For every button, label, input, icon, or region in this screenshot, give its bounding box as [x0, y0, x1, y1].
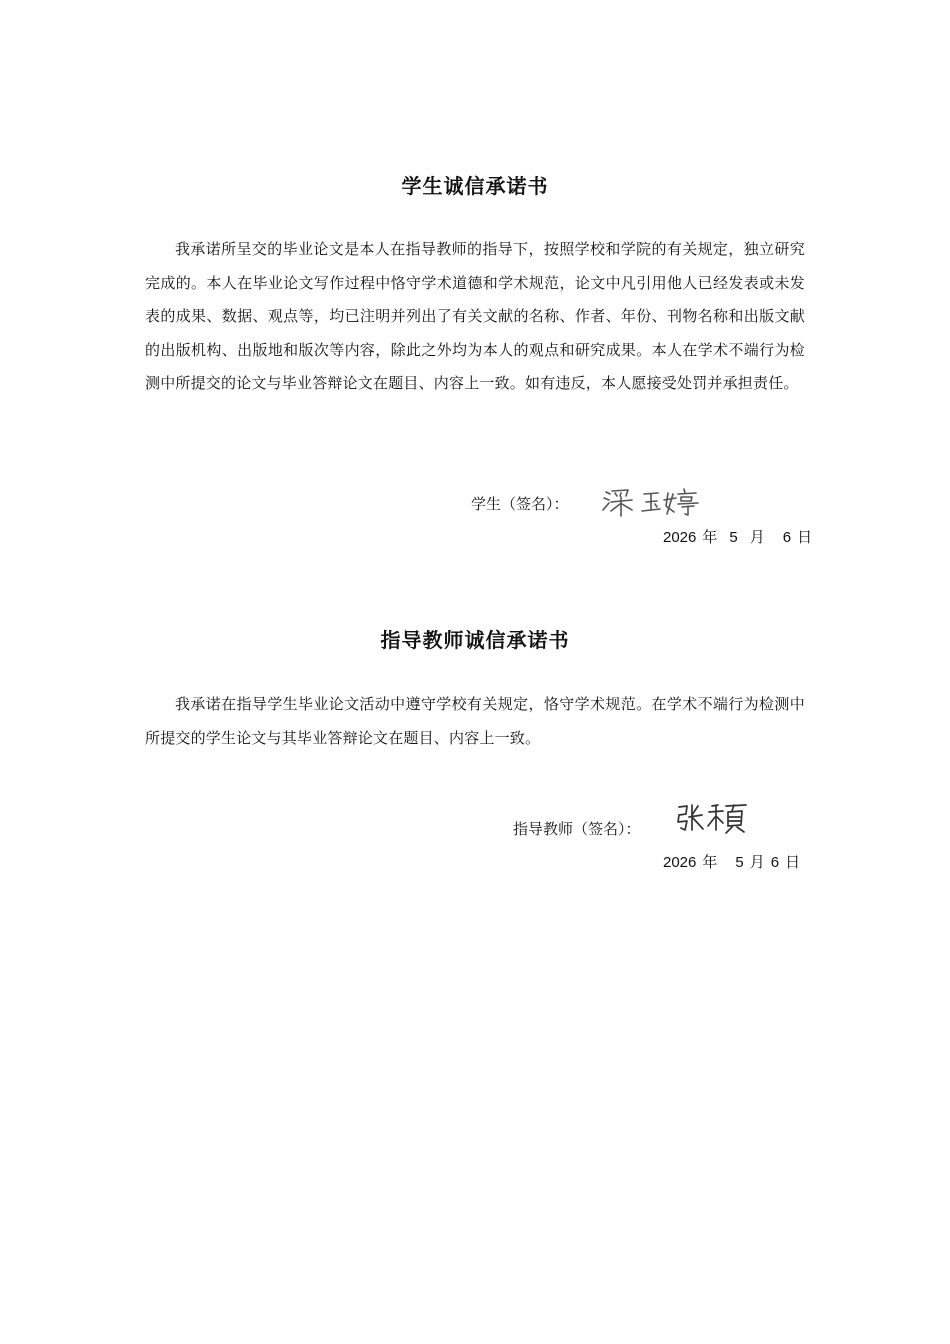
advisor-handwritten-signature [676, 800, 756, 836]
advisor-signature-date [663, 851, 800, 872]
student-date-month-unit: 月 [749, 529, 765, 546]
student-date-day: 6 [782, 529, 792, 546]
student-date-year: 2026 [663, 529, 697, 546]
advisor-signature-label: 指导教师（签名）： [513, 820, 641, 838]
advisor-pledge-body: 我承诺在指导学生毕业论文活动中遵守学校有关规定，恪守学术规范。在学术不端行为检测中所提交的学生论文与其毕业答辩论文在题目、内容上一致。 [145, 695, 805, 747]
student-pledge-title: 学生诚信承诺书 [401, 174, 549, 198]
advisor-date-day-unit: 日 [785, 854, 801, 871]
student-date-month: 5 [729, 529, 738, 546]
advisor-date-day: 6 [770, 854, 780, 871]
advisor-date-year: 2026 [663, 854, 697, 871]
advisor-date-month: 5 [735, 854, 744, 871]
advisor-pledge-title: 指导教师诚信承诺书 [380, 628, 570, 652]
student-date-year-unit: 年 [702, 529, 718, 546]
student-signature-label: 学生（签名）： [471, 495, 569, 513]
student-date-day-unit: 日 [797, 529, 813, 546]
student-pledge-body: 我承诺所呈交的毕业论文是本人在指导教师的指导下，按照学校和学院的有关规定，独立研究完成的。本人在毕业论文写作过程中恪守学术道德和学术规范，论文中凡引用他人已经发表或未发表的成果、数据、观点等，均已注明并列出了有关文献的名称、作者、年份、刊物名称和出版文献的出版机构、出版地和版次等内容，除此之外均为本人的观点和研究成果。本人在学术不端行为检测中所提交的论文与毕业答辩论文在题目、内容上一致。如有违反，本人愿接受处罚并承担责任。 [145, 240, 805, 392]
student-handwritten-signature [600, 484, 705, 520]
advisor-date-month-unit: 月 [749, 854, 765, 871]
student-signature-date [663, 526, 812, 547]
advisor-date-year-unit: 年 [702, 854, 718, 871]
